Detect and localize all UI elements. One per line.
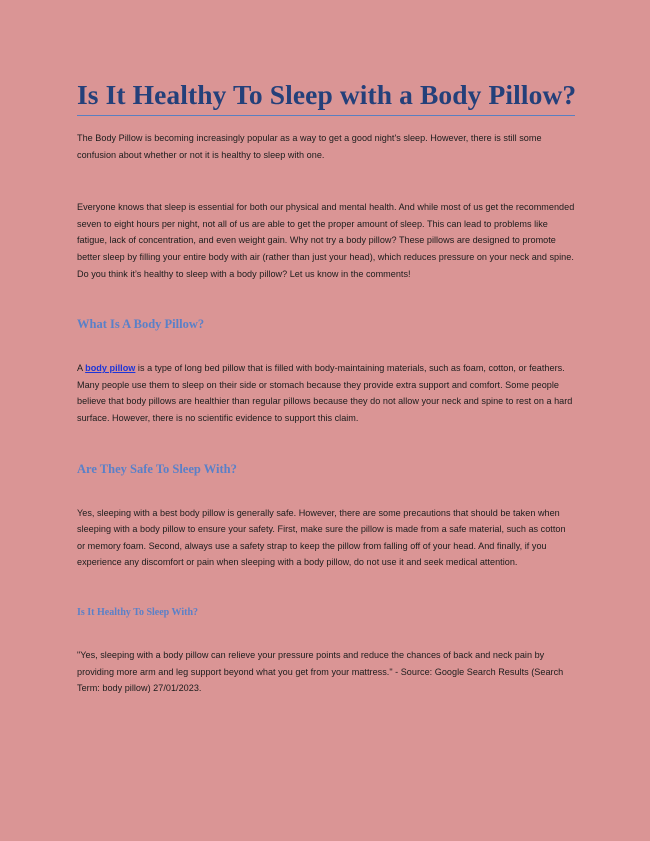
intro-paragraph: The Body Pillow is becoming increasingly popular as a way to get a good night's sleep. However, there is still some confusion about whether or not it is healthy to sleep with one.: [77, 133, 542, 160]
section-heading-safe: Are They Safe To Sleep With?: [77, 461, 237, 476]
section-heading-healthy: Is It Healthy To Sleep With?: [77, 606, 199, 618]
what-is-prefix: A: [77, 363, 86, 374]
section-heading-what-is: What Is A Body Pillow?: [77, 317, 205, 332]
what-is-body: is a type of long bed pillow that is filled with body-maintaining materials, such as foam, cotton, or feathers. Many people use them to sleep on their side or stomach because they provide extra support and comfort. Some people believe that body pillows are healthier than regular pillows because they do not allow your neck and spine to rest on a hard surface. However, there is no scientific evidence to support this claim.: [77, 363, 573, 423]
safe-paragraph: Yes, sleeping with a best body pillow is generally safe. However, there are some precautions that should be taken when sleeping with a body pillow to ensure your safety. First, make sure the pillow is made from a safe material, such as cotton or memory foam. Second, always use a safety strap to keep the pillow from falling off of your head. And finally, if you experience any discomfort or pain when sleeping with a body pillow, do not use it and seek medical attention.: [77, 507, 566, 568]
healthy-quote-paragraph: "Yes, sleeping with a body pillow can relieve your pressure points and reduce the chances of back and neck pain by providing more arm and leg support beyond what you get from your mattress." - Source: Google Search Results (Search Term: body pillow) 27/01/2023.: [77, 649, 564, 694]
what-is-paragraph: [77, 360, 575, 426]
page-title: Is It Healthy To Sleep with a Body Pillow?: [77, 78, 575, 116]
body-paragraph: Everyone knows that sleep is essential for both our physical and mental health. And while most of us get the recommended seven to eight hours per night, not all of us are able to get the proper amount of sleep. This can lead to problems like fatigue, lack of concentration, and even weight gain. Why not try a body pillow? These pillows are designed to promote better sleep by filling your entire body with air (rather than just your head), which reduces pressure on your neck and spine. Do you think it’s healthy to sleep with a body pillow? Let us know in the comments!: [77, 202, 575, 279]
body-pillow-link[interactable]: body pillow: [85, 363, 136, 374]
document-page: [77, 78, 575, 697]
